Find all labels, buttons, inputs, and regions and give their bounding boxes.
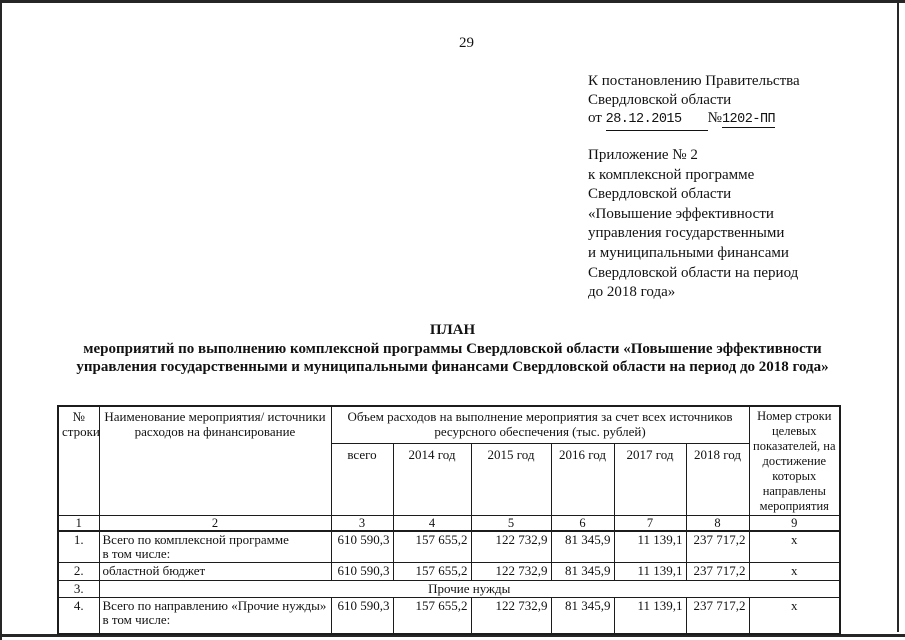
activity-name-line: Всего по направлению «Прочие нужды» [102,598,327,613]
value-cell: 11 139,1 [614,563,686,581]
decree-number: 1202-ПП [721,112,776,128]
value-cell: 610 590,3 [331,598,393,634]
appendix-line-8: до 2018 года» [588,284,676,301]
value-cell: 237 717,2 [686,563,749,581]
title-line-2: мероприятий по выполнению комплексной программы Свердловской области «Повышение эффективности [83,340,822,357]
header-year-2016: 2016 год [551,444,614,516]
decree-date: 28.12.2015 [606,111,708,131]
value-cell: 122 732,9 [471,531,551,563]
value-cell: 157 655,2 [393,563,471,581]
column-number: 9 [749,516,840,532]
header-year-2014: 2014 год [393,444,471,516]
decree-from-label: от [588,110,602,127]
table-row [58,598,840,634]
header-activity-name: Наименование мероприятия/ источники расходов на финансирование [99,406,331,516]
appendix-line-7: Свердловской области на период [588,264,799,281]
column-numbers-row [58,516,840,532]
header-target-rows: Номер строки целевых показателей, на достижение которых направлены мероприятия [749,406,840,516]
header-year-2018: 2018 год [686,444,749,516]
value-cell: 237 717,2 [686,598,749,634]
header-year-2017: 2017 год [614,444,686,516]
target-cell: х [749,531,840,563]
decree-line-1: К постановлению Правительства [588,73,800,89]
decree-reference [588,72,800,131]
value-cell: 11 139,1 [614,531,686,563]
decree-line-2: Свердловской области [588,91,732,108]
appendix-line-3: Свердловской области [588,186,732,203]
section-span-cell: Прочие нужды [99,581,840,598]
value-cell: 157 655,2 [393,598,471,634]
column-number: 4 [393,516,471,532]
activity-name-line: в том числе: [102,612,171,627]
value-cell: 81 345,9 [551,531,614,563]
value-cell: 122 732,9 [471,598,551,634]
row-number-cell: 1. [58,531,99,563]
scan-border-left [0,0,2,640]
value-cell: 157 655,2 [393,531,471,563]
table-row [58,531,840,563]
column-number: 7 [614,516,686,532]
row-number-cell: 2. [58,563,99,581]
value-cell: 610 590,3 [331,531,393,563]
activity-name-cell [99,598,331,634]
column-number: 8 [686,516,749,532]
value-cell: 237 717,2 [686,531,749,563]
header-row-number: № строки [58,406,99,516]
appendix-line-6: и муниципальными финансами [588,244,789,261]
target-cell: х [749,598,840,634]
appendix-line-2: к комплексной программе [588,166,755,183]
activity-name-cell [99,531,331,563]
table-row-section [58,581,840,598]
header-year-total: всего [331,444,393,516]
column-number: 2 [99,516,331,532]
title-line-1: ПЛАН [429,322,476,338]
title-line-3: управления государственными и муниципальными финансами Свердловской области на период до 2018 года» [76,358,829,375]
appendix-line-5: управления государственными [588,225,785,242]
page-number: 29 [459,35,474,51]
scan-border-top [0,0,905,3]
appendix-note [588,146,798,303]
scan-border-right [897,0,899,632]
value-cell: 81 345,9 [551,598,614,634]
value-cell: 11 139,1 [614,598,686,634]
appendix-line-1: Приложение № 2 [588,147,698,163]
document-title [0,322,905,376]
column-number: 1 [58,516,99,532]
activity-name-line: Всего по комплексной программе [102,532,289,547]
activity-name-line: в том числе: [102,546,171,561]
value-cell: 610 590,3 [331,563,393,581]
value-cell: 122 732,9 [471,563,551,581]
value-cell: 81 345,9 [551,563,614,581]
activity-name-cell: областной бюджет [99,563,331,581]
header-year-2015: 2015 год [471,444,551,516]
decree-number-sign: № [707,110,722,127]
column-number: 6 [551,516,614,532]
decree-line-3 [588,109,800,131]
header-expenses-group: Объем расходов на выполнение мероприятия за счет всех источников ресурсного обеспечения (тыс. рублей) [331,406,749,444]
plan-table [57,405,841,635]
target-cell: х [749,563,840,581]
row-number-cell: 4. [58,598,99,634]
appendix-line-4: «Повышение эффективности [588,205,774,222]
column-number: 5 [471,516,551,532]
table-row [58,563,840,581]
column-number: 3 [331,516,393,532]
row-number-cell: 3. [58,581,99,598]
